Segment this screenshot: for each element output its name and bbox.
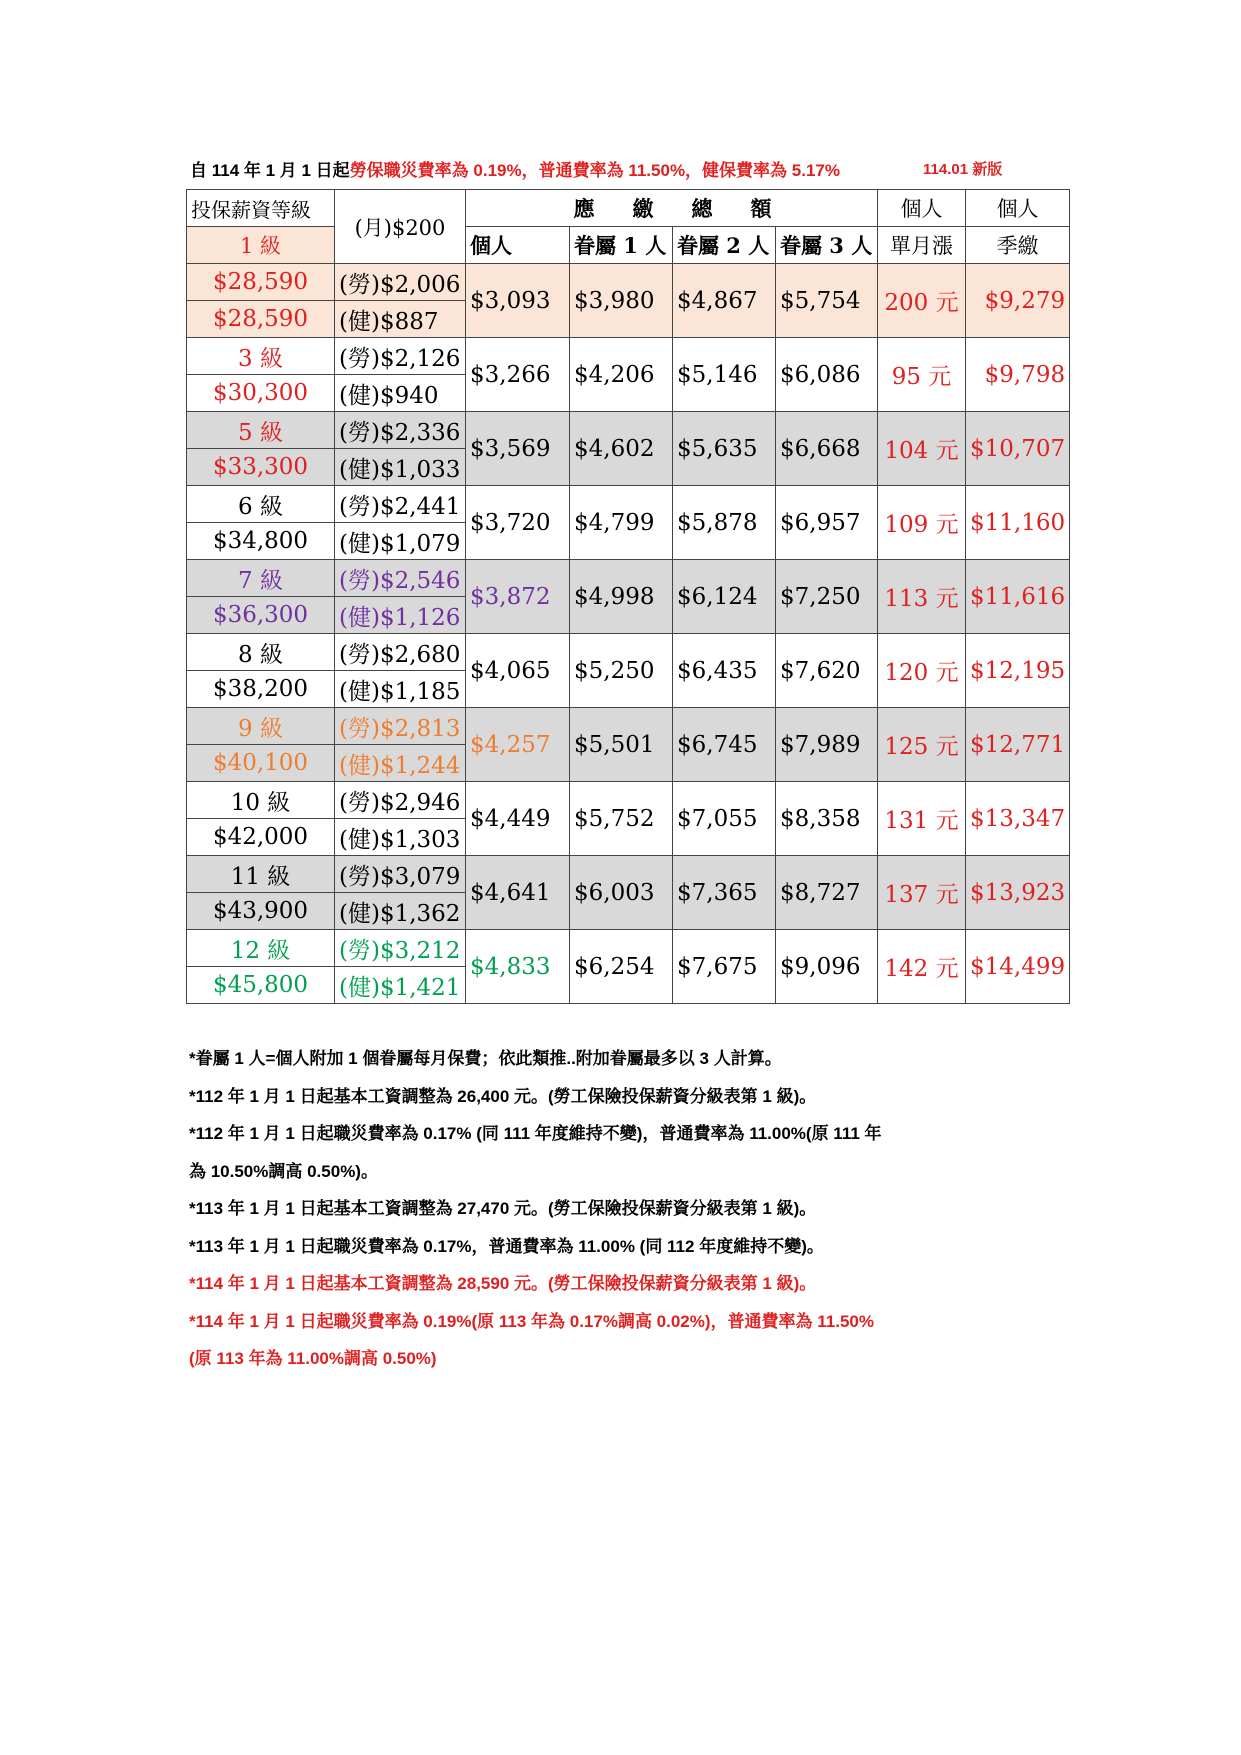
dep1-cell: $4,998 [570, 560, 673, 634]
health-premium-cell: (健)$1,033 [335, 449, 466, 486]
increase-cell: 113 元 [878, 560, 966, 634]
table-row [187, 856, 1070, 893]
dep1-cell: $4,206 [570, 338, 673, 412]
grade-cell: 9 級 [187, 708, 335, 745]
grade-cell: 12 級 [187, 930, 335, 967]
dep3-cell: $8,358 [776, 782, 878, 856]
note-line: *112 年 1 月 1 日起基本工資調整為 26,400 元。(勞工保險投保薪資分級表第 1 級)。 [189, 1086, 817, 1106]
note-line: *114 年 1 月 1 日起基本工資調整為 28,590 元。(勞工保險投保薪資分級表第 1 級)。 [189, 1274, 817, 1293]
quarterly-cell: $9,279 [966, 264, 1070, 338]
personal-cell: $4,065 [466, 634, 570, 708]
table-row [187, 264, 1070, 301]
personal-header: 個人 [466, 227, 570, 264]
personal-cell: $3,872 [466, 560, 570, 634]
table-row [187, 782, 1070, 819]
header-row-2 [187, 227, 1070, 264]
note-line: 為 10.50%調高 0.50%)。 [189, 1161, 378, 1181]
note-line: *112 年 1 月 1 日起職災費率為 0.17% (同 111 年度維持不變)，普通費率為 11.00%(原 111 年 [189, 1124, 882, 1143]
table-row [187, 708, 1070, 745]
grade-column-header: 投保薪資等級 [187, 190, 335, 227]
dep1-cell: $4,799 [570, 486, 673, 560]
quarterly-cell: $11,160 [966, 486, 1070, 560]
health-premium-cell: (健)$1,126 [335, 597, 466, 634]
labor-premium-cell: (勞)$2,441 [335, 486, 466, 523]
labor-premium-cell: (勞)$2,813 [335, 708, 466, 745]
increase-cell: 104 元 [878, 412, 966, 486]
quarterly-header-bottom: 季繳 [966, 227, 1070, 264]
dep3-cell: $6,086 [776, 338, 878, 412]
salary-cell: $38,200 [187, 671, 335, 708]
labor-premium-cell: (勞)$3,212 [335, 930, 466, 967]
personal-cell: $4,449 [466, 782, 570, 856]
health-premium-cell: (健)$1,079 [335, 523, 466, 560]
first-grade-label: 1 級 [187, 227, 335, 264]
personal-cell: $3,720 [466, 486, 570, 560]
quarterly-cell: $9,798 [966, 338, 1070, 412]
quarterly-cell: $14,499 [966, 930, 1070, 1004]
health-premium-cell: (健)$1,244 [335, 745, 466, 782]
salary-cell: $43,900 [187, 893, 335, 930]
table-row [187, 560, 1070, 597]
dep3-cell: $6,668 [776, 412, 878, 486]
dep3-cell: $9,096 [776, 930, 878, 1004]
increase-cell: 137 元 [878, 856, 966, 930]
dep2-cell: $7,365 [673, 856, 776, 930]
increase-cell: 125 元 [878, 708, 966, 782]
monthly-header-bottom: 單月漲 [878, 227, 966, 264]
quarterly-cell: $10,707 [966, 412, 1070, 486]
dep2-cell: $6,435 [673, 634, 776, 708]
salary-cell: $34,800 [187, 523, 335, 560]
dep1-header: 眷屬 1 人 [570, 227, 673, 264]
quarterly-header-top: 個人 [966, 190, 1070, 227]
quarterly-cell: $12,195 [966, 634, 1070, 708]
personal-cell: $4,833 [466, 930, 570, 1004]
salary-cell: $42,000 [187, 819, 335, 856]
dep2-cell: $5,635 [673, 412, 776, 486]
dep1-cell: $5,752 [570, 782, 673, 856]
increase-cell: 131 元 [878, 782, 966, 856]
quarterly-cell: $12,771 [966, 708, 1070, 782]
table-row [187, 634, 1070, 671]
health-premium-cell: (健)$1,362 [335, 893, 466, 930]
personal-cell: $4,257 [466, 708, 570, 782]
dep2-header: 眷屬 2 人 [673, 227, 776, 264]
labor-premium-cell: (勞)$2,336 [335, 412, 466, 449]
health-premium-cell: (健)$940 [335, 375, 466, 412]
personal-cell: $3,093 [466, 264, 570, 338]
dep1-cell: $5,250 [570, 634, 673, 708]
salary-cell: $45,800 [187, 967, 335, 1004]
dep3-cell: $7,250 [776, 560, 878, 634]
dep1-cell: $5,501 [570, 708, 673, 782]
dep3-cell: $7,989 [776, 708, 878, 782]
labor-premium-cell: (勞)$2,946 [335, 782, 466, 819]
labor-premium-cell: (勞)$2,126 [335, 338, 466, 375]
grade-cell: 5 級 [187, 412, 335, 449]
salary-cell: $40,100 [187, 745, 335, 782]
salary-cell: $30,300 [187, 375, 335, 412]
increase-cell: 120 元 [878, 634, 966, 708]
table-row [187, 338, 1070, 375]
grade-cell: 7 級 [187, 560, 335, 597]
monthly-header-top: 個人 [878, 190, 966, 227]
dep3-cell: $6,957 [776, 486, 878, 560]
grade-cell: 10 級 [187, 782, 335, 819]
footnotes [189, 1040, 1069, 1378]
table-row [187, 486, 1070, 523]
quarterly-cell: $13,347 [966, 782, 1070, 856]
note-line: *113 年 1 月 1 日起基本工資調整為 27,470 元。(勞工保險投保薪資分級表第 1 級)。 [189, 1199, 817, 1218]
grade-cell: 11 級 [187, 856, 335, 893]
labor-premium-cell: (勞)$2,680 [335, 634, 466, 671]
personal-cell: $4,641 [466, 856, 570, 930]
dep2-cell: $5,878 [673, 486, 776, 560]
increase-cell: 95 元 [878, 338, 966, 412]
page-heading [190, 156, 1060, 182]
dep3-cell: $5,754 [776, 264, 878, 338]
health-premium-cell: (健)$1,303 [335, 819, 466, 856]
dep3-header: 眷屬 3 人 [776, 227, 878, 264]
dep1-cell: $3,980 [570, 264, 673, 338]
version-label: 114.01 新版 [923, 161, 1003, 178]
note-line: *114 年 1 月 1 日起職災費率為 0.19%(原 113 年為 0.17%調高 0.02%)，普通費率為 11.50% [189, 1311, 874, 1331]
salary-cell: $33,300 [187, 449, 335, 486]
header-row-1 [187, 190, 1070, 227]
increase-cell: 142 元 [878, 930, 966, 1004]
dep2-cell: $6,124 [673, 560, 776, 634]
health-premium-cell: (健)$1,185 [335, 671, 466, 708]
dep2-cell: $5,146 [673, 338, 776, 412]
labor-premium-cell: (勞)$2,546 [335, 560, 466, 597]
personal-cell: $3,569 [466, 412, 570, 486]
grade-cell: $28,590 [187, 264, 335, 301]
increase-cell: 200 元 [878, 264, 966, 338]
note-line: (原 113 年為 11.00%調高 0.50%) [189, 1349, 437, 1368]
table-row [187, 930, 1070, 967]
dep3-cell: $8,727 [776, 856, 878, 930]
grade-cell: 8 級 [187, 634, 335, 671]
unit-header: (月)$200 [335, 190, 466, 264]
total-header: 應繳總額 [466, 190, 878, 227]
premium-table [186, 189, 1070, 1004]
dep2-cell: $7,675 [673, 930, 776, 1004]
personal-cell: $3,266 [466, 338, 570, 412]
dep2-cell: $6,745 [673, 708, 776, 782]
labor-premium-cell: (勞)$2,006 [335, 264, 466, 301]
dep1-cell: $4,602 [570, 412, 673, 486]
salary-cell: $36,300 [187, 597, 335, 634]
table-row [187, 412, 1070, 449]
health-premium-cell: (健)$887 [335, 301, 466, 338]
quarterly-cell: $13,923 [966, 856, 1070, 930]
dep1-cell: $6,254 [570, 930, 673, 1004]
labor-premium-cell: (勞)$3,079 [335, 856, 466, 893]
health-premium-cell: (健)$1,421 [335, 967, 466, 1004]
heading-prefix: 自 114 年 1 月 1 日起 [190, 161, 350, 180]
dep1-cell: $6,003 [570, 856, 673, 930]
heading-rates: 勞保職災費率為 0.19%，普通費率為 11.50%，健保費率為 5.17% [349, 161, 840, 180]
note-line: *眷屬 1 人=個人附加 1 個眷屬每月保費；依此類推..附加眷屬最多以 3 人計算。 [189, 1049, 782, 1068]
increase-cell: 109 元 [878, 486, 966, 560]
quarterly-cell: $11,616 [966, 560, 1070, 634]
grade-cell: 3 級 [187, 338, 335, 375]
dep3-cell: $7,620 [776, 634, 878, 708]
dep2-cell: $7,055 [673, 782, 776, 856]
note-line: *113 年 1 月 1 日起職災費率為 0.17%，普通費率為 11.00% (同 112 年度維持不變)。 [189, 1236, 824, 1256]
grade-cell: 6 級 [187, 486, 335, 523]
salary-cell: $28,590 [187, 301, 335, 338]
dep2-cell: $4,867 [673, 264, 776, 338]
